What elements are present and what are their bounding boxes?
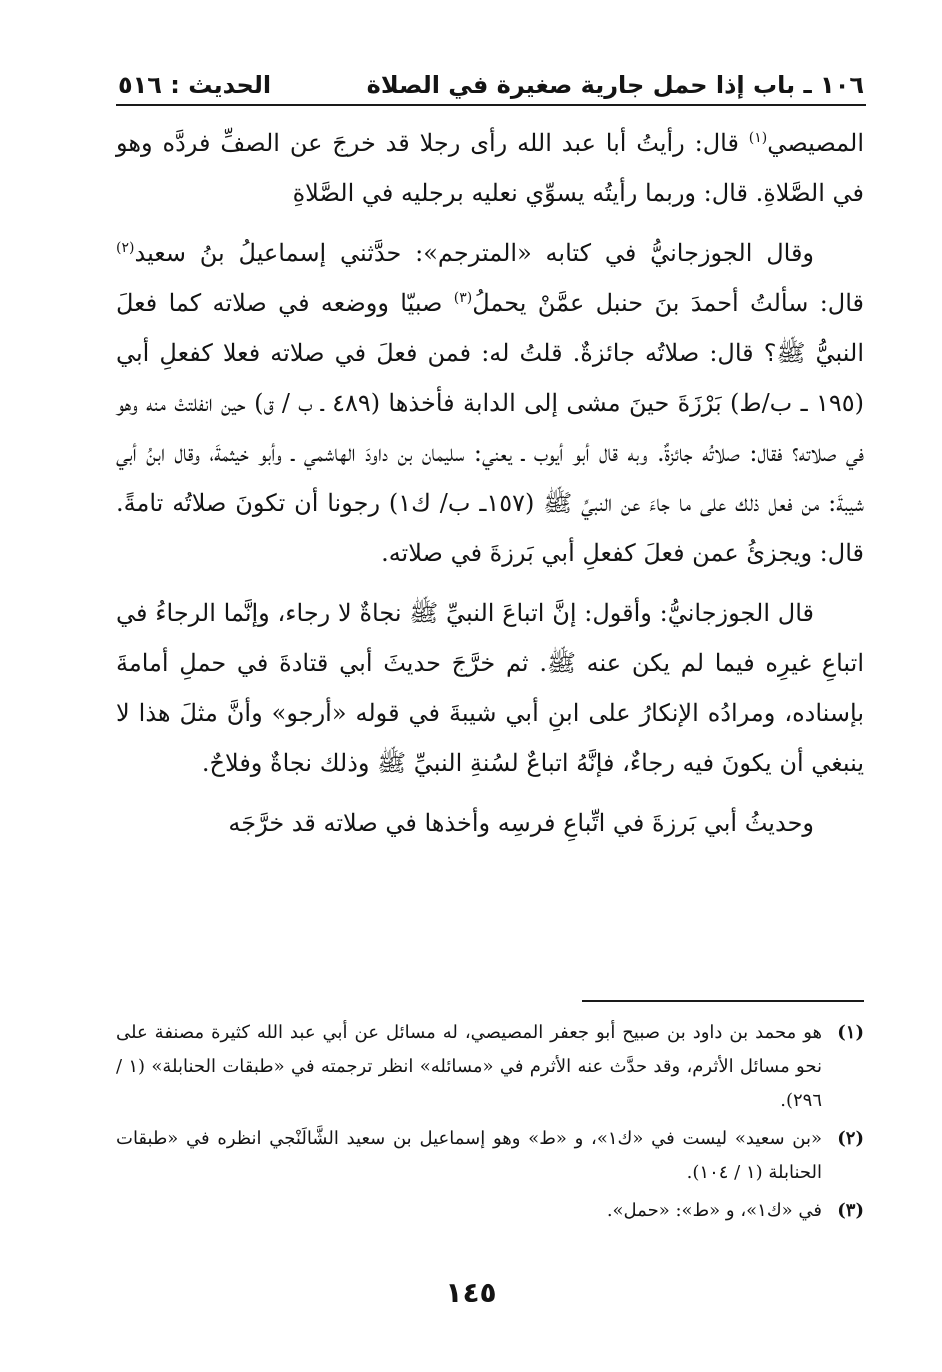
footnote-3 (116, 1194, 864, 1228)
footnote-text: «بن سعيد» ليست في «ك١»، و «ط» وهو إسماعيل بن سعيد الشَّالَنْجي انظره في «طبقات الحنابلة (١ / ١٠٤). (116, 1128, 823, 1183)
footnote-1 (116, 1016, 864, 1118)
paragraph-1 (116, 118, 864, 218)
running-header (118, 60, 864, 100)
footnote-2 (116, 1122, 864, 1190)
paragraph-4: وحديثُ أبي بَرزةَ في اتِّباعِ فرسِه وأخذها في صلاته قد خرَّجَه (228, 809, 814, 837)
footnote-number: (٢) (837, 1128, 864, 1149)
footnote-number: (٣) (837, 1200, 864, 1221)
footnote-text: هو محمد بن داود بن صبيح أبو جعفر المصيصي، له مسائل عن أبي عبد الله كثيرة مصنفة على نحو مسائل الأثرم، وقد حدَّث عنه الأثرم في «مسائله» انظر ترجمته في «طبقات الحنابلة» (١ / ٢٩٦). (116, 1022, 822, 1111)
paragraph-1-text-b: قال: رأيتُ أبا عبد الله رأى رجلا قد خرجَ عن الصفِّ فردَّه وهو في الصَّلاةِ. قال: وربما رأيتُه يسوِّي نعليه برجليه في الصَّلاةِ (116, 129, 864, 207)
chapter-title: ١٠٦ ـ باب إذا حمل جارية صغيرة في الصلاة (366, 71, 864, 100)
hadith-reference: الحديث : ٥١٦ (118, 71, 272, 100)
main-text (116, 118, 864, 858)
footnote-marker-3[interactable]: (٣) (453, 290, 473, 306)
header-rule (116, 104, 866, 106)
paragraph-2 (116, 228, 864, 578)
footnote-separator (582, 1000, 864, 1002)
paragraph-3: قال الجوزجانيُّ: وأقول: إنَّ اتباعَ النبيِّ ﷺ نجاةٌ لا رجاء، وإنَّما الرجاءُ في اتباعِ غيرِه فيما لم يكن عنه ﷺ. ثم خرَّجَ حديثَ أبي قتادةَ في حملِ أمامةَ بإسناده، ومرادُه الإنكارُ على ابنِ أبي شيبةَ في قوله «أرجو» وأنَّ مثلَ هذا لا ينبغي أن يكونَ فيه رجاءٌ، فإنَّهُ اتباعٌ لسُنةِ النبيِّ ﷺ وذلك نجاةٌ وفلاحٌ. (116, 599, 864, 777)
footnotes (116, 1016, 864, 1232)
page-number: ١٤٥ (445, 1276, 497, 1309)
footnote-text: في «ك١»، و «ط»: «حمل». (606, 1200, 822, 1221)
paragraph-1-text-a: المصيصي (767, 129, 864, 157)
footnote-number: (١) (837, 1022, 864, 1043)
paragraph-2-text-a: وقال الجوزجانيُّ في كتابه «المترجم»: حدَّثني إسماعيلُ بنُ سعيد (134, 239, 814, 267)
paragraph-2-text-b: قال: سألتُ أحمدَ بنَ حنبل عمَّنْ يحملُ (472, 289, 864, 317)
paragraph-2-text-c: صبيّا ووضعه في صلاته كما فعلَ النبيُّ ﷺ؟ قال: صلاتُه جائزةٌ. قلتُ له: فمن فعلَ في صلاته فعلا كفعلِ أبي (١٩٥ ـ ب/ط) بَرْزَةَ حينَ مشى إلى الدابة فأخذها (٤٨٩ ـ ب / ق) حين انفلتتْ منه وهو في صلاته؟ فقال: صلاتُه جائزةٌ. وبه قال أبو أيوب ـ يعني: سليمان بن داودَ الهاشمي ـ وأبو خيثمةَ، وقال ابنُ أبي شيبةَ: من فعل ذلك على ما جاءَ عن النبيِّ ﷺ (١٥٧ـ ب/ ك١) رجونا أن تكونَ صلاتُه تامةً. قال: ويجزئُ عمن فعلَ كفعلِ أبي بَرزةَ في صلاته. (116, 289, 865, 567)
footnote-marker-2[interactable]: (٢) (116, 240, 135, 256)
footnote-marker-1[interactable]: (١) (748, 130, 768, 146)
